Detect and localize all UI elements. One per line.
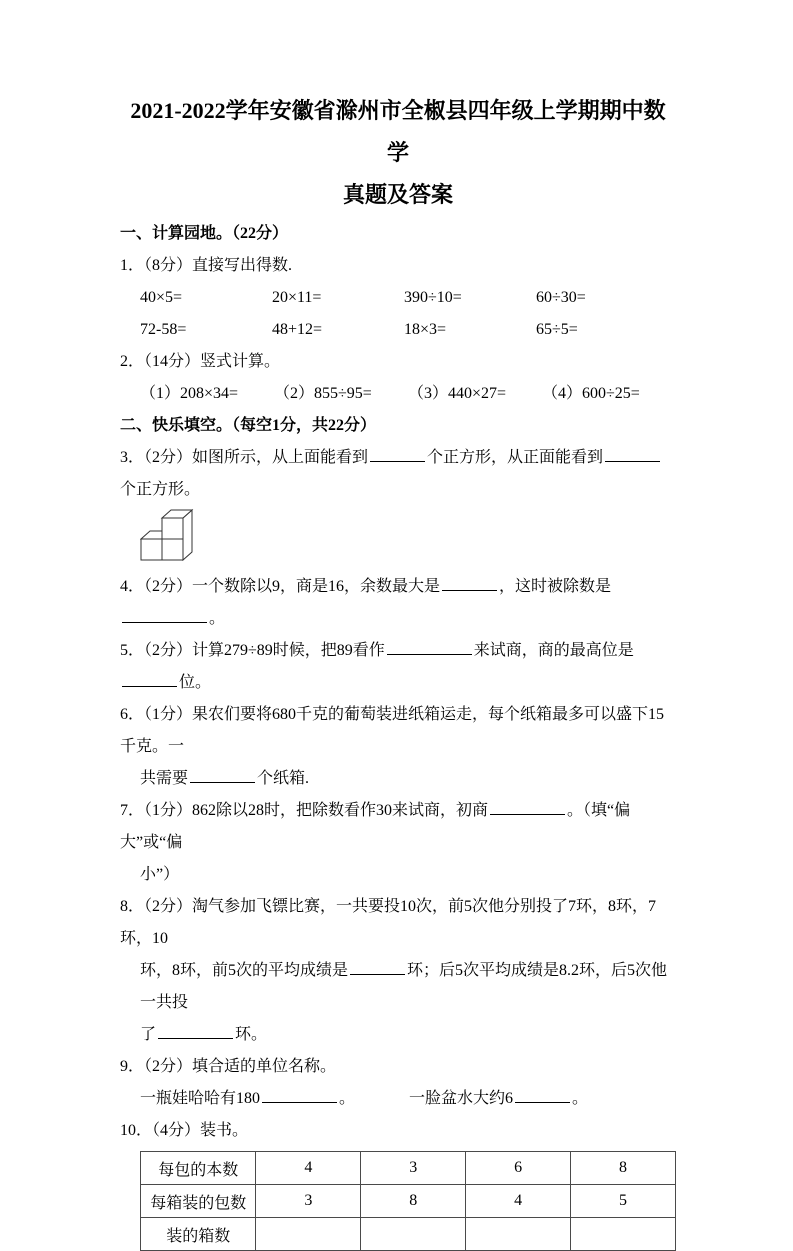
row-header-cell: 每箱装的包数: [141, 1185, 256, 1218]
question-3: [120, 442, 676, 506]
answer-blank: [605, 446, 660, 462]
equation: 65÷5=: [536, 321, 578, 338]
question-9-label: 9．（2分）填合适的单位名称。: [120, 1058, 337, 1075]
equation: （2）855÷95=: [274, 385, 372, 402]
question-6-line-1: 6．（1分）果农们要将680千克的葡萄装进纸箱运走，每个纸箱最多可以盛下15千克。一: [120, 706, 665, 755]
q1-equations-row-1: [120, 282, 676, 314]
table-cell: 4: [466, 1185, 571, 1218]
equation: 48+12=: [272, 321, 323, 338]
table-cell: [256, 1218, 361, 1251]
question-5: [120, 635, 676, 699]
row-header-cell: 装的箱数: [141, 1218, 256, 1251]
question-text: 环。: [235, 1026, 268, 1043]
table-row: [141, 1152, 676, 1185]
question-1-label: 1．（8分）直接写出得数.: [120, 257, 293, 274]
question-text: 环，8环，前5次的平均成绩是: [140, 962, 349, 979]
q1-equations-row-2: [120, 314, 676, 346]
table-cell: 8: [571, 1152, 676, 1185]
exam-title: [120, 90, 676, 216]
question-8-line-2: [120, 955, 676, 1019]
equation: 40×5=: [140, 289, 183, 306]
question-text: 来试商，商的最高位是: [473, 642, 634, 659]
table-cell: 3: [361, 1152, 466, 1185]
answer-blank: [370, 446, 425, 462]
question-text: 3．（2分）如图所示，从上面能看到: [120, 449, 369, 466]
question-8-line-1: 8．（2分）淘气参加飞镖比赛，一共要投10次，前5次他分别投了7环，8环，7环，10: [120, 898, 657, 947]
answer-blank: [262, 1087, 337, 1103]
answer-blank: [515, 1087, 570, 1103]
equation: （3）440×27=: [408, 385, 507, 402]
table-cell: 4: [256, 1152, 361, 1185]
answer-blank: [442, 575, 497, 591]
equation: 60÷30=: [536, 289, 586, 306]
question-2-label: 2．（14分）竖式计算。: [120, 353, 281, 370]
table-row: [141, 1218, 676, 1251]
table-cell: 8: [361, 1185, 466, 1218]
answer-blank: [122, 607, 207, 623]
equation: （1）208×34=: [140, 385, 239, 402]
table-row: [141, 1185, 676, 1218]
question-8-line-3: [120, 1019, 676, 1051]
cubes-figure: [140, 508, 196, 561]
question-text: 位。: [179, 674, 212, 691]
equation: 18×3=: [404, 321, 447, 338]
question-text: 。: [339, 1090, 356, 1107]
question-text: 个正方形，从正面能看到: [427, 449, 604, 466]
answer-blank: [350, 959, 405, 975]
section-2-heading: 二、快乐填空。（每空1分，共22分）: [120, 417, 377, 434]
question-text: 一脸盆水大约6: [409, 1090, 514, 1107]
question-4: [120, 571, 676, 635]
question-text: 。（填“偏大”或“偏: [120, 802, 631, 851]
question-text: 共需要: [140, 770, 189, 787]
question-text: 环；后5次平均成绩是8.2环，后5次他一共投: [140, 962, 668, 1011]
answer-blank: [387, 639, 472, 655]
question-6-line-2: [120, 763, 676, 795]
answer-blank: [158, 1023, 233, 1039]
exam-title-line2: 真题及答案: [342, 182, 453, 207]
equation: （4）600÷25=: [542, 385, 640, 402]
question-text: 5．（2分）计算279÷89时候，把89看作: [120, 642, 385, 659]
question-text: 个纸箱.: [257, 770, 310, 787]
table-cell: [466, 1218, 571, 1251]
answer-blank: [490, 799, 565, 815]
table-cell: [361, 1218, 466, 1251]
question-text: 一瓶娃哈哈有180: [140, 1090, 261, 1107]
exam-title-line1: 2021-2022学年安徽省滁州市全椒县四年级上学期期中数学: [130, 98, 666, 165]
books-table: [140, 1151, 676, 1251]
question-text: ，这时被除数是: [499, 578, 612, 595]
table-cell: 6: [466, 1152, 571, 1185]
question-text: 。: [572, 1090, 589, 1107]
equation: 390÷10=: [404, 289, 462, 306]
table-cell: 5: [571, 1185, 676, 1218]
question-10-label: 10．（4分）装书。: [120, 1122, 249, 1139]
question-text: 7．（1分）862除以28时，把除数看作30来试商，初商: [120, 802, 489, 819]
table-cell: [571, 1218, 676, 1251]
equation: 72-58=: [140, 321, 187, 338]
question-9-parts: [120, 1083, 676, 1115]
question-text: 4．（2分）一个数除以9，商是16，余数最大是: [120, 578, 441, 595]
table-cell: 3: [256, 1185, 361, 1218]
equation: 20×11=: [272, 289, 322, 306]
answer-blank: [190, 767, 255, 783]
answer-blank: [122, 671, 177, 687]
row-header-cell: 每包的本数: [141, 1152, 256, 1185]
question-text: 了: [140, 1026, 157, 1043]
question-7-line-1: [120, 795, 676, 859]
q2-equations-row: [120, 378, 676, 410]
question-text: 。: [209, 610, 226, 627]
question-7-line-2: 小”）: [140, 866, 180, 883]
question-text: 个正方形。: [120, 481, 201, 498]
section-1-heading: 一、计算园地。（22分）: [120, 225, 289, 242]
